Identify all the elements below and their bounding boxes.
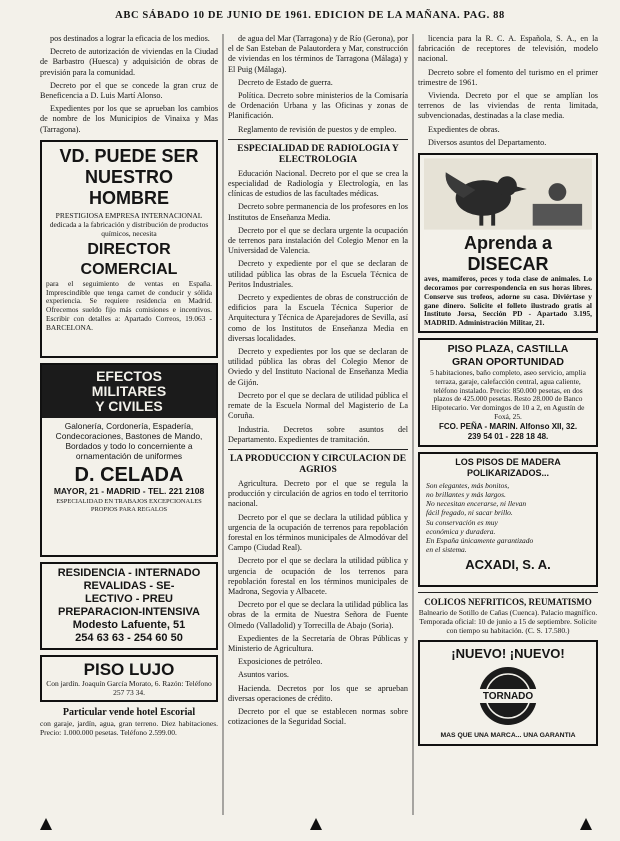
ad-address: MAYOR, 21 - MADRID - TEL. 221 2108 <box>53 485 205 496</box>
crop-mark-icon <box>40 818 52 830</box>
ad-line: LECTIVO - PREU <box>84 592 173 605</box>
ad-line: PREPARACION-INTENSIVA <box>58 605 200 618</box>
ad-tornado <box>418 640 598 746</box>
ad-colicos-nefriticos <box>418 597 598 635</box>
article-text: Vivienda. Decreto por el que se amplían los terrenos de las viviendas de renta limitada, subvencionadas, destinadas a la clase media. <box>418 91 598 121</box>
article-text: Diversos asuntos del Departamento. <box>428 137 547 147</box>
ad-efectos-militares <box>40 363 218 557</box>
column-2 <box>228 34 408 834</box>
ad-banner <box>42 365 216 418</box>
ad-body: PRESTIGIOSA EMPRESA INTERNACIONAL dedicada a la fabricación y distribución de productos químicos, necesita <box>49 210 209 238</box>
article-text: Decreto y expedientes de obras de construcción de edificios para la Escuela Técnica Superior de Arquitectura y Técnica de Aparejadores de Sevilla, así como de los Institutos de Enseñanza Media en diversas localidades. <box>228 293 408 343</box>
ad-hotel-escorial <box>40 707 218 737</box>
ad-line: Modesto Lafuente, 51 <box>72 618 186 631</box>
ad-line: 254 63 63 - 254 60 50 <box>75 631 183 644</box>
article-text: Educación Nacional. Decreto por el que se crea la especialidad de Radiología y Electrología, en las clínicas de estudios de las facultades médicas. <box>228 168 408 199</box>
list-item: Su conservación es muy <box>426 517 498 527</box>
article-text: Decreto sobre el fomento del turismo en el primer trimestre de 1961. <box>418 67 598 87</box>
ad-body: con garaje, jardín, agua, gran terreno. Diez habitaciones. Precio: 1.000.000 pesetas. Teléfono 2.599.00. <box>40 718 218 737</box>
column-3 <box>418 34 598 751</box>
ad-heading: MILITARES <box>91 382 167 399</box>
ad-body: 5 habitaciones, baño completo, aseo servicio, amplia terraza, garaje, calefacción central, agua caliente, teléfono instalado. Precio: 850.000 pesetas, en dos plazos de 425.000 pesetas. Resto 28.000 de Banco Hipotecario. Ver domingos de 10 a 2, en Agustín de Foxá, 25. <box>430 368 586 421</box>
article-text: Decreto por el que se establecen normas sobre cotizaciones de la Seguridad Social. <box>228 706 408 727</box>
column-1 <box>40 34 218 737</box>
article-text: de agua del Mar (Tarragona) y de Río (Gerona), por el de San Esteban de Palautordera y Mar, construcción de viviendas en los términos de Tarragona (Málaga) y El Puig (Málaga). <box>228 34 408 74</box>
article-text: pos destinados a lograr la eficacia de los medios. <box>50 34 210 43</box>
article-text: Industria. Decretos sobre asuntos del Departamento. Expedientes de tramitación. <box>228 424 408 444</box>
article-text: Expedientes de obras. <box>428 124 500 134</box>
article-text: Decreto de Estado de guerra. <box>238 77 333 87</box>
ad-phone: 239 54 01 - 228 18 48. <box>467 431 549 441</box>
section-heading: LA PRODUCCION Y CIRCULACION DE AGRIOS <box>229 453 407 475</box>
ad-body: Con jardín. Joaquín García Morato, 6. Razón: Teléfono 257 73 34. <box>46 678 212 697</box>
ad-tagline: MAS QUE UNA MARCA... UNA GARANTIA <box>440 731 576 739</box>
divider <box>228 449 408 450</box>
ad-heading: VD. PUEDE SER <box>59 145 199 166</box>
divider <box>418 592 598 593</box>
ad-heading: GRAN OPORTUNIDAD <box>452 356 564 369</box>
article-text: Decreto y expediente por el que se declaran de utilidad pública las obras de la Escuela Técnica de Peritos Industriales. <box>228 259 408 289</box>
ad-heading: NUESTRO HOMBRE <box>84 166 173 208</box>
ad-disecar <box>418 153 598 333</box>
list-item: económica y duradera. <box>426 526 496 536</box>
ad-contact: FCO. PEÑA - MARIN. Alfonso XII, 32. <box>438 421 578 431</box>
article-text: Expedientes de la Secretaría de Obras Públicas y Ministerio de Agricultura. <box>228 633 408 653</box>
ad-heading: Particular vende hotel Escorial <box>62 706 196 718</box>
ad-brand: ACXADI, S. A. <box>465 557 551 573</box>
ad-heading: Y CIVILES <box>95 397 163 414</box>
ad-heading: DIRECTOR COMERCIAL <box>80 240 178 278</box>
section-heading: ESPECIALIDAD DE RADIOLOGIA Y ELECTROLOGIA <box>237 143 399 165</box>
article-text: Decreto y expedientes por los que se declaran de utilidad pública las obras del Colegio Menor de Oviedo y del Instituto Nacional de Enseñanza Media de Gijón. <box>228 347 408 387</box>
ad-heading: ¡NUEVO! ¡NUEVO! <box>451 645 565 661</box>
ad-heading: COLICOS NEFRITICOS, REUMATISMO <box>424 596 592 607</box>
list-item: fácil fregado, ni sacar brillo. <box>426 508 513 518</box>
ad-line: REVALIDAS - SE- <box>83 579 175 592</box>
article-text: Decreto por el que se declara la utilidad pública las obras de la ermita de Nuestra Señora de Fuente Olmedo (Valladolid) y Torrecilla de Abajo (Soria). <box>228 600 408 630</box>
article-text: Expedientes por los que se aprueban los cambios de nombre de los Municipios de Vinaixa y Mas (Tarragona). <box>40 104 218 134</box>
ad-director-comercial <box>40 140 218 358</box>
ad-brand: D. CELADA <box>74 463 184 486</box>
article-text: licencia para la R. C. A. Española, S. A., en la fabricación de receptores de televisión, modelo nacional. <box>418 34 598 64</box>
ad-list <box>426 481 590 555</box>
article-text: Agricultura. Decreto por el que se regula la producción y circulación de agrios en todo el territorio nacional. <box>228 478 408 509</box>
ad-heading: PISO PLAZA, CASTILLA <box>447 343 569 356</box>
ad-body: aves, mamíferos, peces y toda clase de animales. Lo decoramos por correspondencia en sus horas libres. Conserve sus trofeos, adorne su casa. Diviértase y gane dinero. Solicite el folleto ilustrado gratis al Instituto Jorsa, Sección PD - Apartado 3.195, MADRID. Administración Militar, 21. <box>424 274 592 328</box>
article-text: Hacienda. Decretos por los que se aprueban diversas operaciones de crédito. <box>228 683 408 703</box>
ad-piso-plaza-castilla <box>418 338 598 447</box>
ad-note: ESPECIALIDAD EN TRABAJOS EXCEPCIONALES PROPIOS PARA REGALOS <box>56 497 202 513</box>
page-header: ABC SÁBADO 10 DE JUNIO DE 1961. EDICION DE LA MAÑANA. PAG. 88 <box>115 10 505 21</box>
article-text: Decreto por el que se concede la gran cruz de Beneficencia a D. Luis Martí Alonso. <box>40 80 218 101</box>
ad-body: Balneario de Sotillo de Cañas (Cuenca). Palacio magnífico. Temporada oficial: 10 de junio a 15 de septiembre. Solicite con tiempo su habitación. (C. S. 17.580.) <box>418 607 598 635</box>
crop-mark-icon <box>580 818 592 830</box>
article-text: Decreto por el que se declara la utilidad pública y urgencia de ocupación de los terrenos para repoblación forestal en los términos municipales de Madrona, Segovia y Albacete. <box>228 556 408 596</box>
article-text: Decreto por el que se declara de utilidad pública el remate de la Escuela Normal del Magisterio de La Coruña. <box>228 390 408 421</box>
ad-heading: EFECTOS <box>96 367 162 384</box>
article-text: Política. Decreto sobre ministerios de la Comisaría de Ordenación Urbana y las Oficinas y zonas de Planificación. <box>228 91 408 121</box>
article-text: Decreto por el que se declara urgente la ocupación de terrenos para instalación del Colegio Menor en la Universidad de Valencia. <box>228 225 408 256</box>
list-item: Son elegantes, más bonitos, <box>426 480 510 490</box>
article-text: Exposiciones de petróleo. <box>238 657 323 667</box>
ad-line: RESIDENCIA - INTERNADO <box>57 566 201 579</box>
ad-heading: PISO LUJO <box>83 659 175 679</box>
ad-piso-lujo <box>40 655 218 702</box>
divider <box>228 139 408 140</box>
ad-heading: LOS PISOS DE MADERA POLIKARIZADOS... <box>455 456 561 478</box>
list-item: no brillantes y más largos. <box>426 490 506 499</box>
article-text: Decreto sobre permanencia de los profesores en los Institutos de Enseñanza Media. <box>228 202 408 222</box>
taxidermy-illustration-icon <box>424 158 592 230</box>
article-text: Asuntos varios. <box>238 670 289 680</box>
list-item: en el sistema. <box>426 545 467 555</box>
list-item: En España únicamente garantizado <box>426 536 534 546</box>
ad-residencia-internado <box>40 562 218 650</box>
ad-brand: TORNADO <box>482 690 534 702</box>
ad-heading: Aprenda a DISECAR <box>463 233 553 275</box>
ad-body: para el seguimiento de ventas en España. Imprescindible que tenga carnet de conducir y sólida experiencia. Se requiere residencia en Madrid. Ofrecemos sueldo fijo más comisiones e incentivos. Escribir con detalles a: Apartado Correos, 19.063 - BARCELONA. <box>46 278 212 332</box>
article-text: Decreto de autorización de viviendas en la Ciudad de Barbastro (Huesca) y adquisición de obras de previsión para la comunidad. <box>40 47 218 77</box>
ad-body: Galonería, Cordonería, Espadería, Condecoraciones, Bastones de Mando, Bordados y todo lo concerniente a ornamentación de uniformes <box>55 420 203 461</box>
ad-pisos-madera <box>418 452 598 587</box>
list-item: No necesitan encerarse, ni llevan <box>426 499 527 509</box>
article-text: Decreto por el que se declara la utilidad pública y urgencia de la ocupación de terrenos para repoblación forestal en los términos municipales de Almodóvar del Campo (Ciudad Real). <box>228 512 408 553</box>
article-text: Reglamento de revisión de puestos y de empleo. <box>238 124 397 134</box>
